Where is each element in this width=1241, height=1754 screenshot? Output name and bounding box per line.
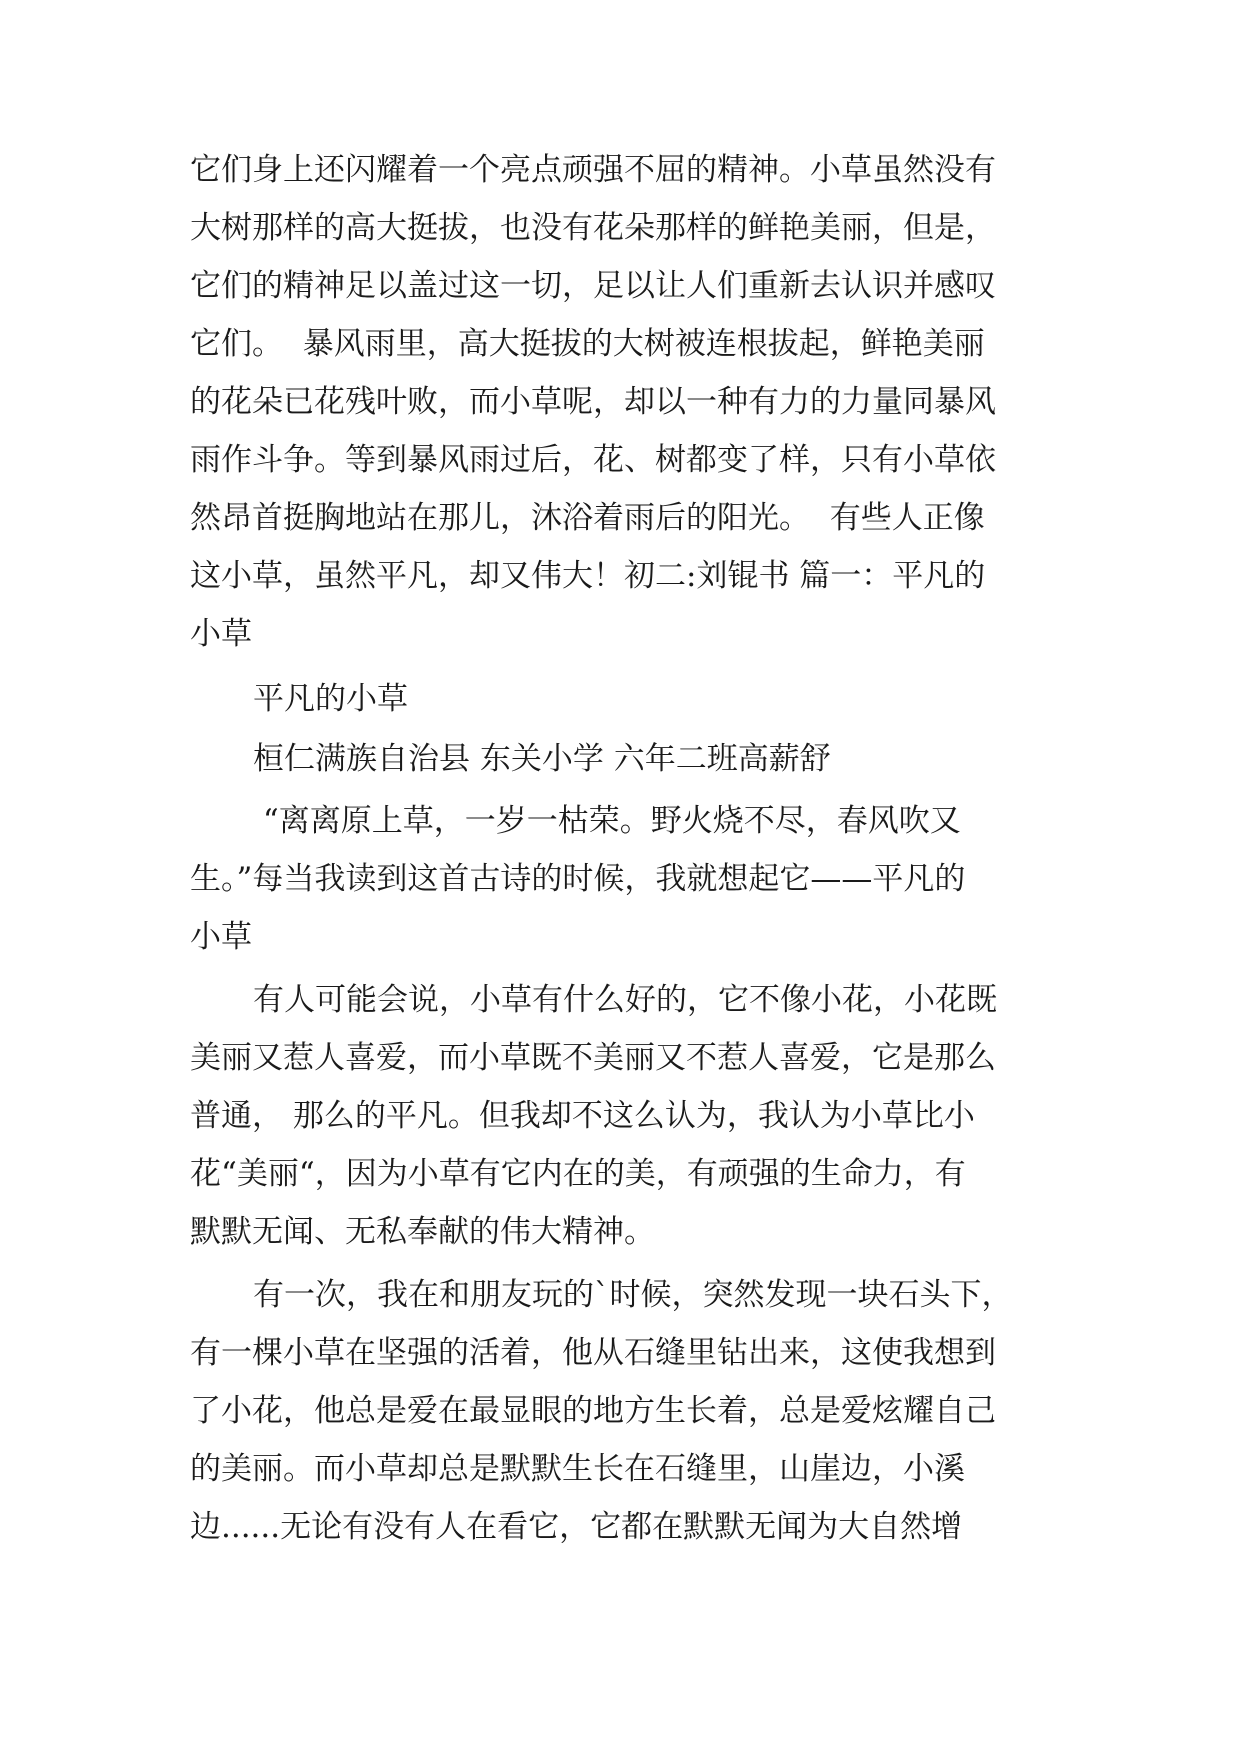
text-line: 有一棵小草在坚强的活着，他从石缝里钻出来，这使我想到 xyxy=(190,1335,996,1371)
text-line: 生。”每当我读到这首古诗的时候，我就想起它——平凡的 xyxy=(190,861,966,897)
text-line: 大树那样的高大挺拔，也没有花朵那样的鲜艳美丽，但是， xyxy=(190,210,996,246)
text-line: 美丽又惹人喜爱，而小草既不美丽又不惹人喜爱，它是那么 xyxy=(190,1040,996,1076)
text-line: 它们的精神足以盖过这一切，足以让人们重新去认识并感叹 xyxy=(190,268,996,304)
text-line: 的花朵已花残叶败，而小草呢，却以一种有力的力量同暴风 xyxy=(190,384,996,420)
text-line: 边......无论有没有人在看它，它都在默默无闻为大自然增 xyxy=(190,1509,963,1545)
text-line: 有人可能会说，小草有什么好的，它不像小花，小花既 xyxy=(253,982,997,1018)
text-line: 默默无闻、无私奉献的伟大精神。 xyxy=(190,1214,655,1250)
text-line: 它们。 暴风雨里，高大挺拔的大树被连根拔起，鲜艳美丽 xyxy=(190,326,985,362)
text-line: 它们身上还闪耀着一个亮点顽强不屈的精神。小草虽然没有 xyxy=(190,152,996,188)
section-title: 平凡的小草 xyxy=(253,681,408,717)
text-line: “离离原上草，一岁一枯荣。野火烧不尽，春风吹又 xyxy=(253,803,961,839)
text-line: 雨作斗争。等到暴风雨过后，花、树都变了样，只有小草依 xyxy=(190,442,996,478)
text-line: 有一次，我在和朋友玩的`时候，突然发现一块石头下， xyxy=(253,1277,1013,1313)
text-line: 了小花，他总是爱在最显眼的地方生长着，总是爱炫耀自己 xyxy=(190,1393,996,1429)
text-line: 的美丽。而小草却总是默默生长在石缝里，山崖边，小溪 xyxy=(190,1451,965,1487)
text-line: 小草 xyxy=(190,919,252,955)
text-line: 然昂首挺胸地站在那儿，沐浴着雨后的阳光。 有些人正像 xyxy=(190,500,985,536)
text-line: 普通， 那么的平凡。但我却不这么认为，我认为小草比小 xyxy=(190,1098,975,1134)
author-line: 桓仁满族自治县 东关小学 六年二班高薪舒 xyxy=(253,741,831,777)
text-line: 小草 xyxy=(190,616,252,652)
text-line: 这小草，虽然平凡，却又伟大！初二:刘锟书 篇一：平凡的 xyxy=(190,558,986,594)
text-line: 花“美丽“，因为小草有它内在的美，有顽强的生命力，有 xyxy=(190,1156,966,1192)
